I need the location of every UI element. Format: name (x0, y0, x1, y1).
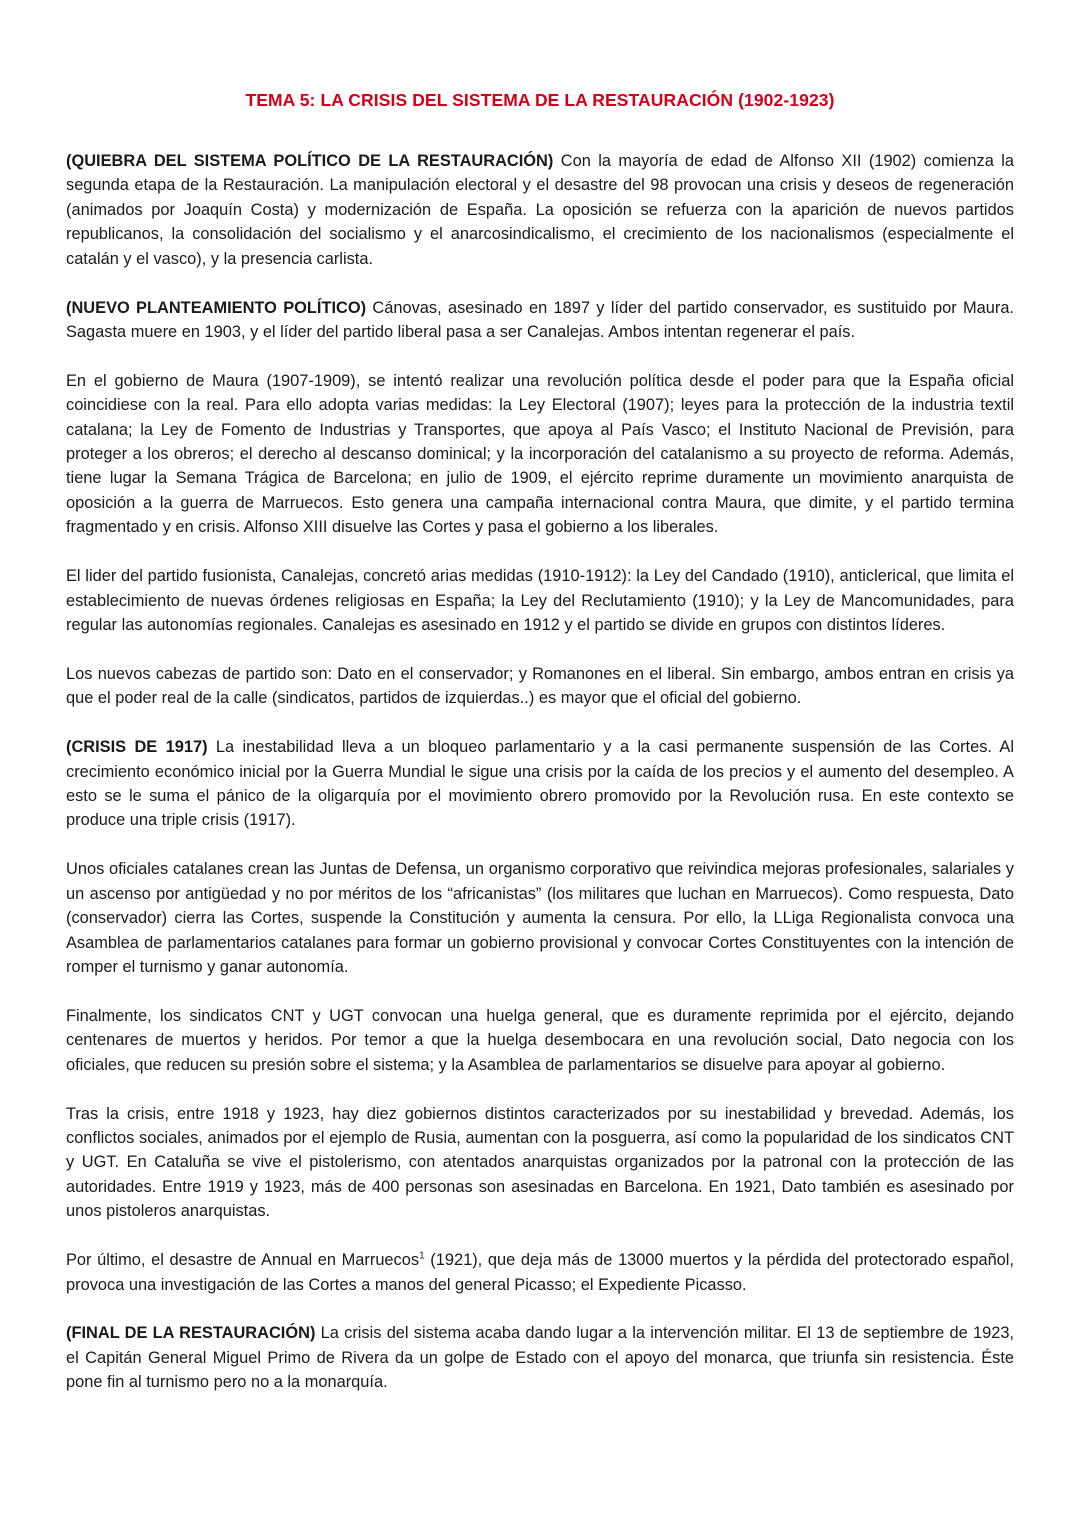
paragraph-text: (1921), que deja más de 13000 muertos y la pérdida del protectorado español, provoca una investigación de las Cortes a manos del general Picasso; el Expediente Picasso. (66, 1251, 1014, 1294)
paragraph-text: La crisis del sistema acaba dando lugar a la intervención militar. El 13 de septiembre de 1923, el Capitán General Miguel Primo de Rivera da un golpe de Estado con el apoyo del monarca, que triunfa sin resistencia. Éste pone fin al turnismo pero no a la monarquía. (66, 1324, 1014, 1392)
paragraph-huelga-general: Finalmente, los sindicatos CNT y UGT convocan una huelga general, que es duramente reprimida por el ejército, dejando centenares de muertos y heridos. Por temor a que la huelga desembocara en una revolución social, Dato negocia con los oficiales, que reducen su presión sobre el sistema; y la Asamblea de parlamentarios se disuelve para apoyar al gobierno. (66, 1006, 1014, 1074)
paragraph-text: La inestabilidad lleva a un bloqueo parlamentario y a la casi permanente suspensión de las Cortes. Al crecimiento económico inicial por la Guerra Mundial le sigue una crisis por la caída de los precios y el aumento del desempleo. A esto se le suma el pánico de la oligarquía por el movimiento obrero promovido por la Revolución rusa. En este contexto se produce una triple crisis (1917). (66, 738, 1014, 830)
paragraph-juntas-defensa: Unos oficiales catalanes crean las Juntas de Defensa, un organismo corporativo que reivindica mejoras profesionales, salariales y un ascenso por antigüedad y no por méritos de los “africanistas” (los militares que luchan en Marruecos). Como respuesta, Dato (conservador) cierra las Cortes, suspende la Constitución y aumenta la censura. Por ello, la LLiga Regionalista convoca una Asamblea de parlamentarios catalanes para formar un gobierno provisional y convocar Cortes Constituyentes con la intención de romper el turnismo y ganar autonomía. (66, 860, 1014, 976)
section-heading-crisis-1917: (CRISIS DE 1917) (66, 738, 208, 757)
paragraph-text: Por último, el desastre de Annual en Marruecos (66, 1251, 420, 1270)
section-heading-final-restauracion: (FINAL DE LA RESTAURACIÓN) (66, 1324, 316, 1343)
paragraph-final-restauracion (66, 1321, 1014, 1394)
paragraph-canalejas: El lider del partido fusionista, Canalejas, concretó arias medidas (1910-1912): la Ley del Candado (1910), anticlerical, que limita el establecimiento de nuevas órdenes religiosas en España; la Ley del Reclutamiento (1910); y la Ley de Mancomunidades, para regular las autonomías regionales. Canalejas es asesinado en 1912 y el partido se divide en grupos con distintos líderes. (66, 567, 1014, 634)
page-title: TEMA 5: LA CRISIS DEL SISTEMA DE LA RESTAURACIÓN (1902-1923) (245, 90, 835, 110)
section-heading-quiebra: (QUIEBRA DEL SISTEMA POLÍTICO DE LA RESTAURACIÓN) (66, 152, 554, 170)
paragraph-crisis-1917 (66, 735, 1014, 833)
paragraph-text: Con la mayoría de edad de Alfonso XII (1902) comienza la segunda etapa de la Restauración. La manipulación electoral y el desastre del 98 provocan una crisis y deseos de regeneración (animados por Joaquín Costa) y modernización de España. La oposición se refuerza con la aparición de nuevos partidos republicanos, la consolidación del socialismo y el anarcosindicalismo, el crecimiento de los nacionalismos (especialmente el catalán y el vasco), y la presencia carlista. (66, 152, 1014, 268)
paragraph-gobierno-maura: En el gobierno de Maura (1907-1909), se intentó realizar una revolución política desde el poder para que la España oficial coincidiese con la real. Para ello adopta varias medidas: la Ley Electoral (1907); leyes para la protección de la industria textil catalana; la Ley de Fomento de Industrias y Transportes, que apoya al País Vasco; el Instituto Nacional de Previsión, para proteger a los obreros; el derecho al descanso dominical; y la incorporación del catalanismo a su proyecto de reforma. Además, tiene lugar la Semana Trágica de Barcelona; en julio de 1909, el ejército reprime duramente un movimiento anarquista de oposición a la guerra de Marruecos. Esto genera una campaña internacional contra Maura, que dimite, y el partido termina fragmentado y en crisis. Alfonso XIII disuelve las Cortes y pasa el gobierno a los liberales. (66, 371, 1014, 537)
paragraph-nuevos-cabezas: Los nuevos cabezas de partido son: Dato en el conservador; y Romanones en el liberal. Sin embargo, ambos entran en crisis ya que el poder real de la calle (sindicatos, partidos de izquierdas..) es mayor que el oficial del gobierno. (66, 664, 1014, 708)
paragraph-quiebra (66, 149, 1014, 271)
section-heading-nuevo-planteamiento: (NUEVO PLANTEAMIENTO POLÍTICO) (66, 298, 367, 317)
paragraph-annual (66, 1248, 1014, 1297)
footnote-marker[interactable]: 1 (419, 1250, 425, 1262)
paragraph-text: Cánovas, asesinado en 1897 y líder del partido conservador, es sustituido por Maura. Sagasta muere en 1903, y el líder del partido liberal pasa a ser Canalejas. Ambos intentan regenerar el país. (66, 298, 1014, 341)
paragraph-nuevo-planteamiento (66, 296, 1014, 345)
paragraph-tras-la-crisis: Tras la crisis, entre 1918 y 1923, hay diez gobiernos distintos caracterizados por su inestabilidad y brevedad. Además, los conflictos sociales, animados por el ejemplo de Rusia, aumentan con la posguerra, así como la popularidad de los sindicatos CNT y UGT. En Cataluña se vive el pistolerismo, con atentados anarquistas organizados por la patronal con la protección de las autoridades. Entre 1919 y 1923, más de 400 personas son asesinadas en Barcelona. En 1921, Dato también es asesinado por unos pistoleros anarquistas. (66, 1104, 1014, 1221)
